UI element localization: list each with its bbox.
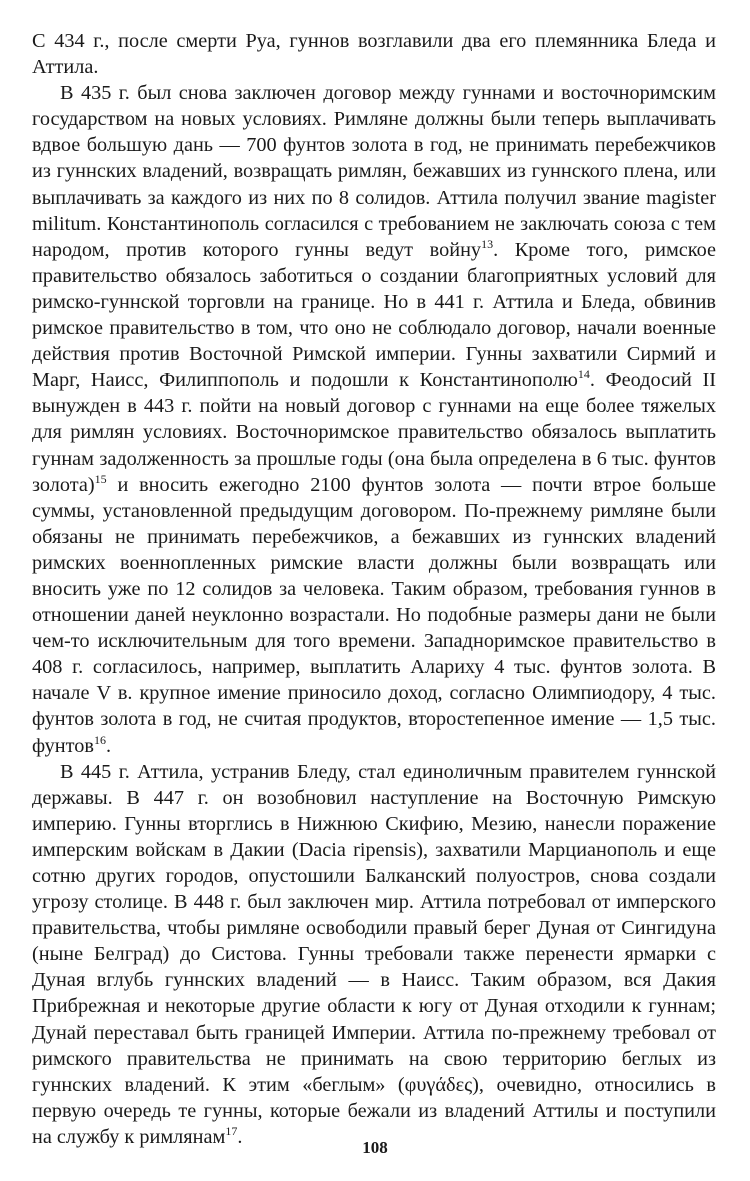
paragraph-1 [32,28,716,80]
footnote-ref-15: 15 [94,471,107,486]
paragraph-2 [32,80,716,758]
footnote-ref-13: 13 [481,236,494,251]
paragraph-2-text-c: . Феодосий II вынужден в 443 г. пойти на новый договор с гуннами на еще более тяжелых для римлян условиях. Восточноримское правительство обязалось выплатить гуннам задолженность за прошлые годы (она была определена в 6 тыс. фунтов золота) [32,369,716,496]
paragraph-3-text-a: В 445 г. Аттила, устранив Бледу, стал единоличным правителем гуннской державы. В 447 г. он возобновил наступление на Восточную Римскую империю. Гунны вторглись в Нижнюю Скифию, Мезию, нанесли поражение имперским войскам в Дакии (Dacia ripensis), захватили Марцианополь и еще сотню других городов, опустошили Балканский полуостров, снова создали угрозу столице. В 448 г. был заключен мир. Аттила потребовал от имперского правительства, чтобы римляне освободили правый берег Дуная от Сингидуна (ныне Белград) до Систова. Гунны требовали также перенести ярмарки с Дуная вглубь гуннских владений — в Наисс. Таким образом, вся Дакия Прибрежная и некоторые другие области к югу от Дуная отходили к гуннам; Дунай переставал быть границей Империи. Аттила по-прежнему требовал от римского правительства не принимать на свою территорию беглых из гуннских владений. К этим «беглым» (φυγάδες), очевидно, относились в первую очередь те гунны, которые бежали из владений Аттилы и поступили на службу к римлянам [32,760,716,1148]
paragraph-2-text-a: В 435 г. был снова заключен договор между гуннами и восточноримским государством на новых условиях. Римляне должны были теперь выплачивать вдвое большую дань — 700 фунтов золота в год, не принимать перебежчиков из гуннских владений, возвращать римлян, бежавших из гуннского плена, или выплачивать за каждого из них по 8 солидов. Аттила получил звание magister militum. Константинополь согласился с требованием не заключать союза с тем народом, против которого гунны ведут войну [32,82,716,261]
footnote-ref-16: 16 [93,732,106,747]
paragraph-1-text: С 434 г., после смерти Руа, гуннов возглавили два его племянника Бледа и Аттила. [32,30,716,79]
footnote-ref-14: 14 [577,367,590,382]
paragraph-2-text-e: . [105,734,112,757]
footnote-ref-17: 17 [225,1124,238,1139]
paragraph-3-text-b: . [237,1125,243,1148]
paragraph-2-text-b: . Кроме того, римское правительство обязалось заботиться о создании благоприятных условий для римско-гуннской торговли на границе. Но в 441 г. Аттила и Бледа, обвинив римское правительство в том, что оно не соблюдало договор, начали военные действия против Восточной Римской империи. Гунны захватили Сирмий и Марг, Наисс, Филиппополь и подошли к Константинополю [32,238,716,392]
document-page [32,28,716,1150]
paragraph-3 [32,759,716,1150]
page-number: 108 [362,1138,388,1157]
paragraph-2-text-d: и вносить ежегодно 2100 фунтов золота — почти втрое больше суммы, установленной предыдущим договором. По-прежнему римляне были обязаны не принимать перебежчиков, а бежавших из гуннских владений римских военнопленных римские власти должны были возвращать или вносить уже по 12 солидов за человека. Таким образом, требования гуннов в отношении даней неуклонно возрастали. Но подобные размеры дани не были чем-то исключительным для того времени. Западноримское правительство в 408 г. согласилось, например, выплатить Алариху 4 тыс. фунтов золота. В начале V в. крупное имение приносило доход, согласно Олимпиодору, 4 тыс. фунтов золота в год, не считая продуктов, второстепенное имение — 1,5 тыс. фунтов [32,473,716,757]
